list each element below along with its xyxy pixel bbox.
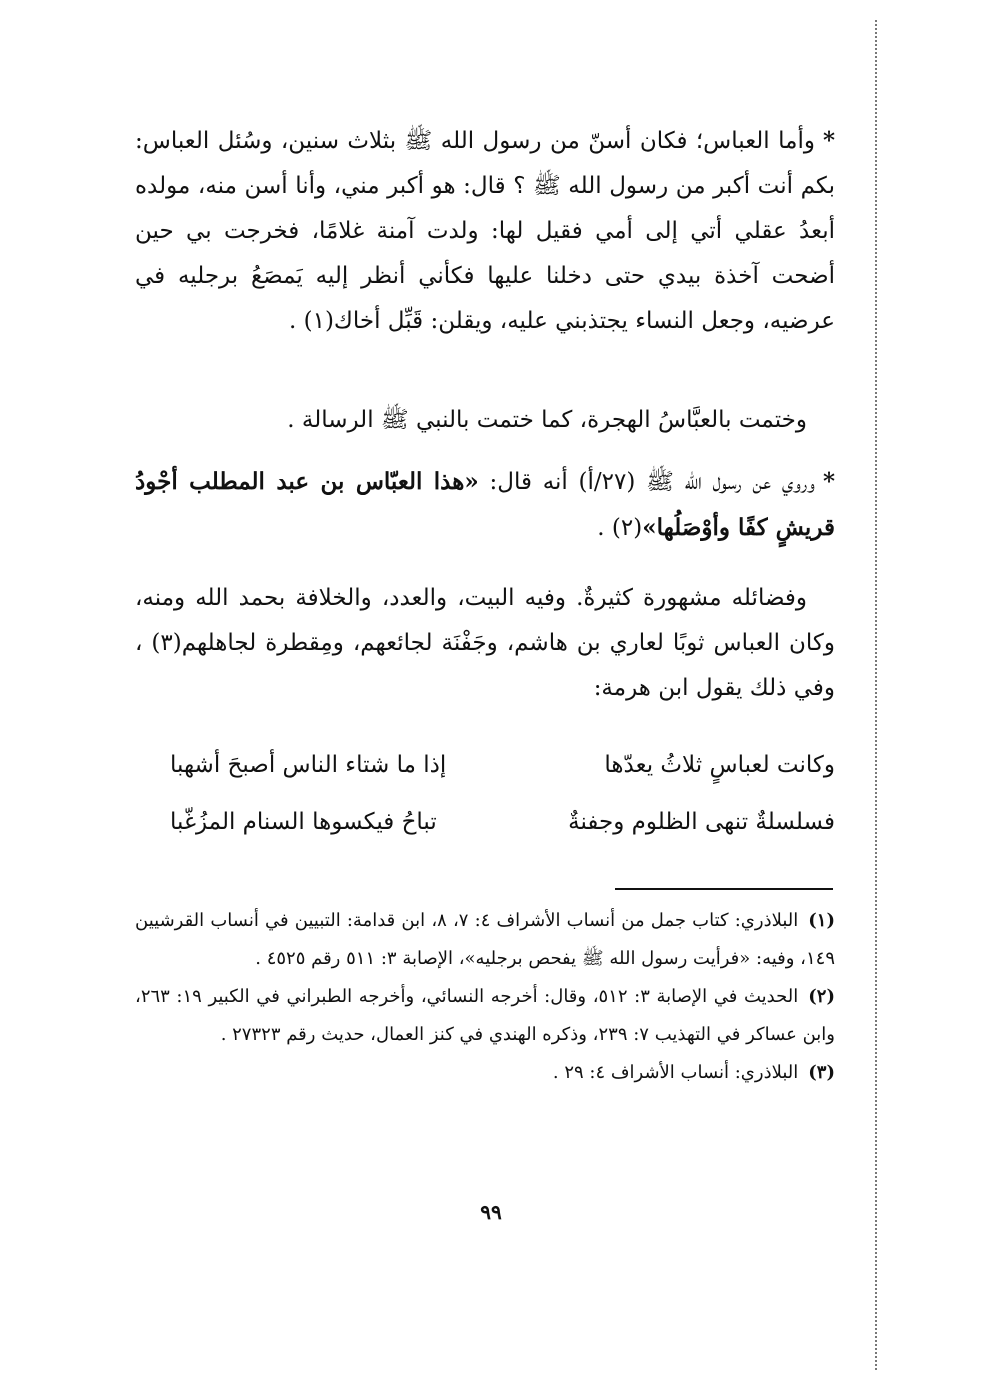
footnote-number: (٣): [808, 1062, 835, 1083]
verse-second-hemistich: إذا ما شتاء الناس أصبحَ أشهبا: [170, 752, 447, 778]
poem-verse: [170, 743, 835, 788]
verse-first-hemistich: وكانت لعباسٍ ثلاثُ يعدّها: [604, 752, 835, 778]
paragraph-abbas-age: [135, 118, 835, 344]
paragraph-hadith: [135, 459, 835, 551]
footnote-text: البلاذري: كتاب جمل من أنساب الأشراف ٤: ٧، ٨، ابن قدامة: التبيين في أنساب القرشيين ١٤٩، وفيه: «فرأيت رسول الله ﷺ يفحص برجليه»، الإصابة ٣: ٥١١ رقم ٤٥٢٥ .: [135, 910, 835, 969]
paragraph-text: وختمت بالعبَّاسُ الهجرة، كما ختمت بالنبي ﷺ الرسالة .: [287, 407, 807, 433]
footnotes: [135, 902, 835, 1092]
paragraph-text: وفضائله مشهورة كثيرةٌ. وفيه البيت، والعدد، والخلافة بحمد الله ومنه، وكان العباس ثوبًا لعاري بن هاشم، وجَفْنَة لجائعهم، ومِقطرة لجاهلهم(٣) ، وفي ذلك يقول ابن هرمة:: [135, 585, 835, 701]
footnote-text: الحديث في الإصابة ٣: ٥١٢، وقال: أخرجه النسائي، وأخرجه الطبراني في الكبير ١٩: ٢٦٣، وابن عساكر في التهذيب ٧: ٢٣٩، وذكره الهندي في كنز العمال، حديث رقم ٢٧٣٢٣ .: [135, 986, 835, 1045]
hadith-quote: «هذا العبّاس بن عبد المطلب أجْودُ قريشٍ كفًا وأوْصَلُها»: [135, 468, 835, 541]
footnote-text: البلاذري: أنساب الأشراف ٤: ٢٩ .: [552, 1062, 799, 1083]
footnote-item: [135, 902, 835, 978]
poem-verse: [170, 800, 835, 845]
verse-second-hemistich: تباحُ فيكسوها السنام المزُغّبا: [170, 809, 437, 835]
footnote-number: (١): [808, 910, 835, 931]
footnote-item: [135, 978, 835, 1054]
paragraph-virtues: [135, 576, 835, 711]
footnote-separator: [615, 888, 833, 890]
asterisk-marker: *: [822, 468, 835, 495]
footnote-number: (٢): [808, 986, 835, 1007]
paragraph-hijra: [135, 398, 835, 443]
verse-first-hemistich: فسلسلةٌ تنهى الظلوم وجفنةٌ: [568, 809, 835, 835]
asterisk-marker: *: [822, 127, 835, 154]
hadith-tail: (٢) .: [597, 515, 643, 541]
binding-dotted-line: [875, 20, 877, 1370]
paragraph-text: وأما العباس؛ فكان أسنّ من رسول الله ﷺ بثلاث سنين، وسُئل العباس: بكم أنت أكبر من رسول الله ﷺ ؟ قال: هو أكبر مني، وأنا أسن منه، مولده أبعدُ عقلي أتي إلى أمي فقيل لها: ولدت آمنة غلامًا، فخرجت بي حين أضحت آخذة بيدي حتى دخلنا عليها فكأني أنظر إليه يَمصَعُ برجليه في عرضيه، وجعل النساء يجتذبني عليه، ويقلن: قَبِّل أخاك(١) .: [135, 128, 835, 334]
page-number: ٩٩: [480, 1200, 502, 1224]
footnote-item: [135, 1054, 835, 1092]
hadith-lead: وروي عن رسول الله ﷺ (٢٧/أ) أنه قال:: [478, 469, 815, 495]
